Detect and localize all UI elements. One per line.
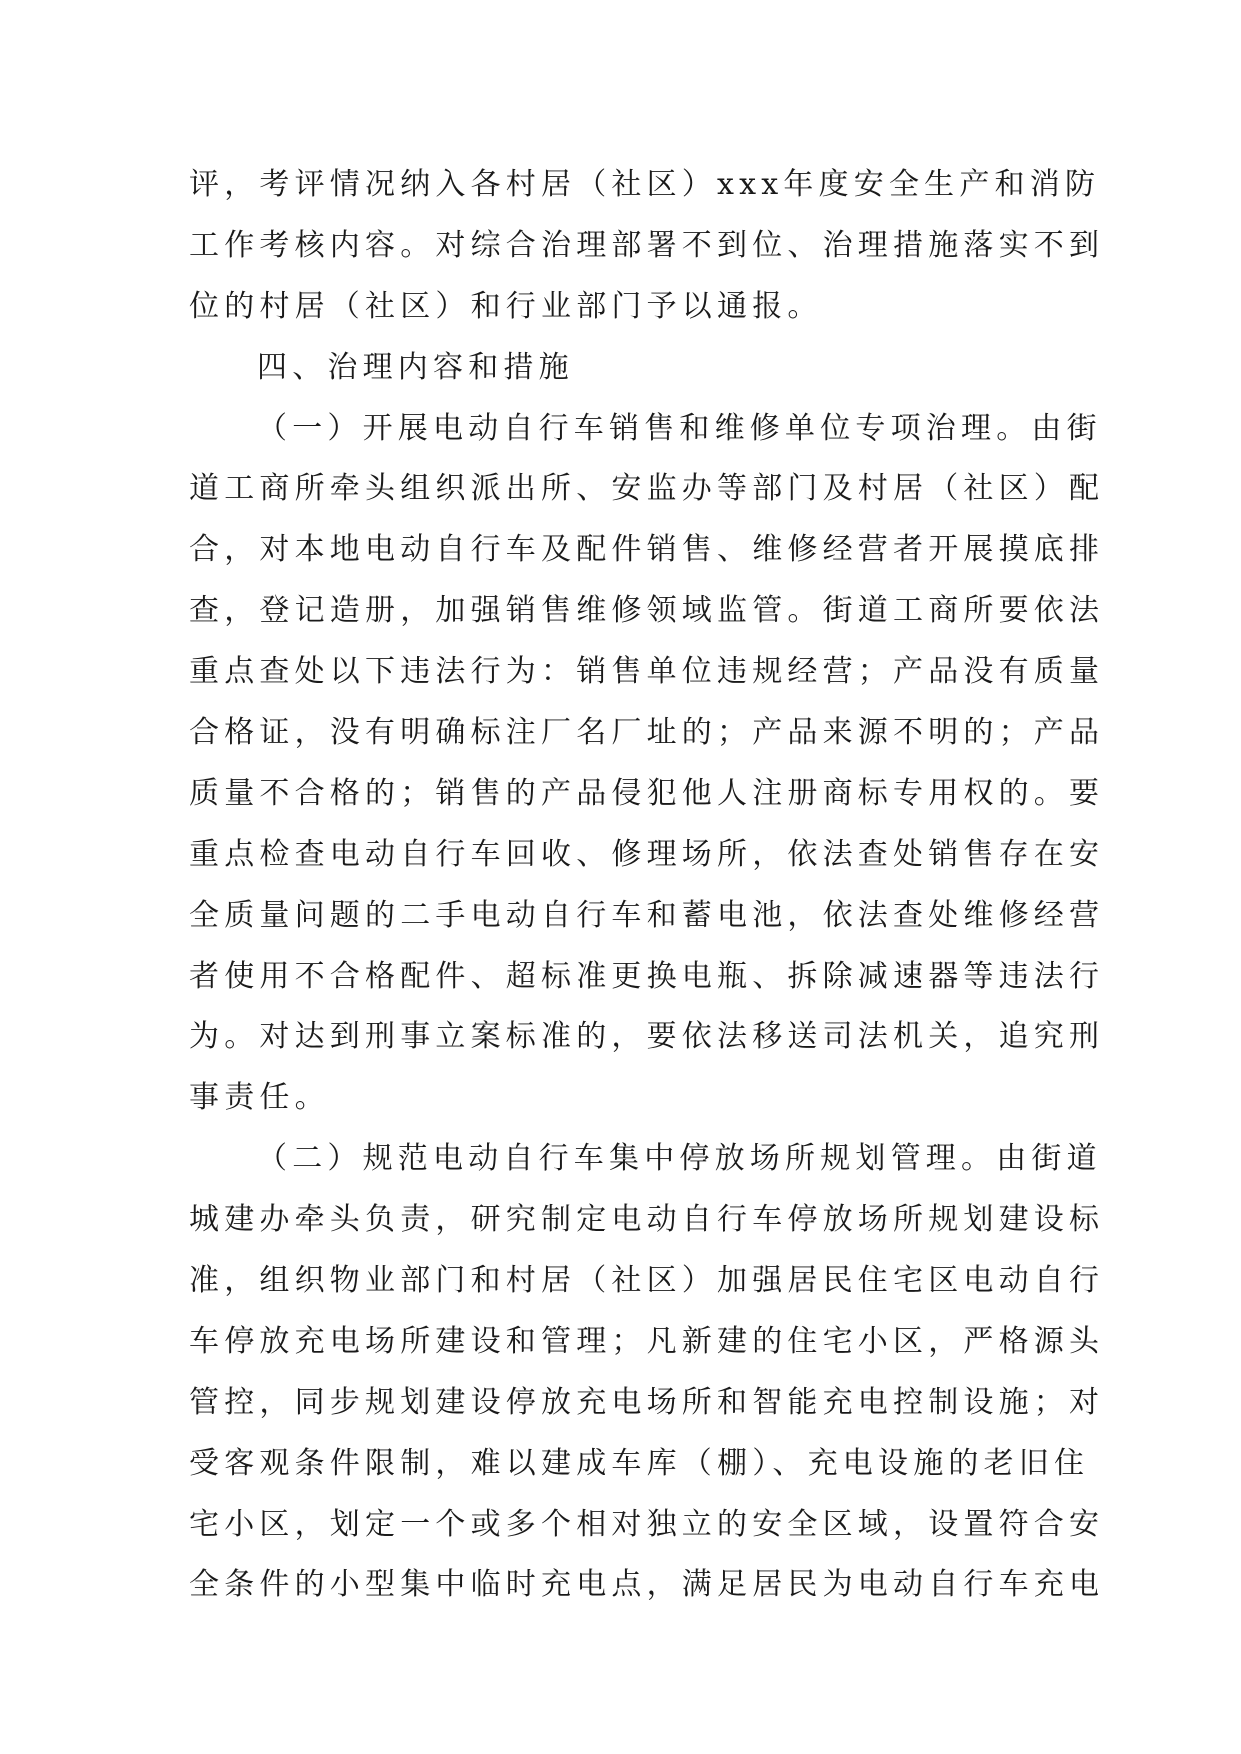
text-line: 准，组织物业部门和村居（社区）加强居民住宅区电动自行 (189, 1263, 1105, 1299)
text-line: 管控，同步规划建设停放充电场所和智能充电控制设施；对 (189, 1384, 1105, 1420)
text-line: 重点查处以下违法行为：销售单位违规经营；产品没有质量 (189, 654, 1105, 690)
text-line: 质量不合格的；销售的产品侵犯他人注册商标专用权的。要 (189, 775, 1105, 811)
text-line: 道工商所牵头组织派出所、安监办等部门及村居（社区）配 (189, 471, 1105, 507)
text-line: 四、治理内容和措施 (257, 349, 574, 385)
text-line: 宅小区，划定一个或多个相对独立的安全区域，设置符合安 (189, 1506, 1105, 1542)
text-line: 合，对本地电动自行车及配件销售、维修经营者开展摸底排 (189, 532, 1105, 568)
text-line: 查，登记造册，加强销售维修领域监管。街道工商所要依法 (189, 593, 1105, 629)
text-line: 全条件的小型集中临时充电点，满足居民为电动自行车充电 (189, 1567, 1105, 1603)
text-line: 受客观条件限制，难以建成车库（棚）、充电设施的老旧住 (189, 1445, 1090, 1481)
text-line: 评，考评情况纳入各村居（社区）xxx年度安全生产和消防 (189, 167, 1101, 202)
text-line: 城建办牵头负责，研究制定电动自行车停放场所规划建设标 (189, 1202, 1105, 1238)
text-line: 工作考核内容。对综合治理部署不到位、治理措施落实不到 (189, 227, 1105, 263)
text-line: 为。对达到刑事立案标准的，要依法移送司法机关，追究刑 (189, 1019, 1105, 1055)
text-line: 全质量问题的二手电动自行车和蓄电池，依法查处维修经营 (189, 897, 1105, 933)
text-line: （一）开展电动自行车销售和维修单位专项治理。由街 (257, 410, 1102, 446)
text-line: 合格证，没有明确标注厂名厂址的；产品来源不明的；产品 (189, 715, 1105, 751)
text-line: 位的村居（社区）和行业部门予以通报。 (189, 288, 823, 324)
text-line: 车停放充电场所建设和管理；凡新建的住宅小区，严格源头 (189, 1323, 1105, 1359)
text-line: 事责任。 (189, 1080, 330, 1116)
body-text (189, 155, 1105, 1616)
text-line: 重点检查电动自行车回收、修理场所，依法查处销售存在安 (189, 836, 1105, 872)
text-line: 者使用不合格配件、超标准更换电瓶、拆除减速器等违法行 (189, 958, 1105, 994)
text-line: （二）规范电动自行车集中停放场所规划管理。由街道 (257, 1141, 1102, 1177)
